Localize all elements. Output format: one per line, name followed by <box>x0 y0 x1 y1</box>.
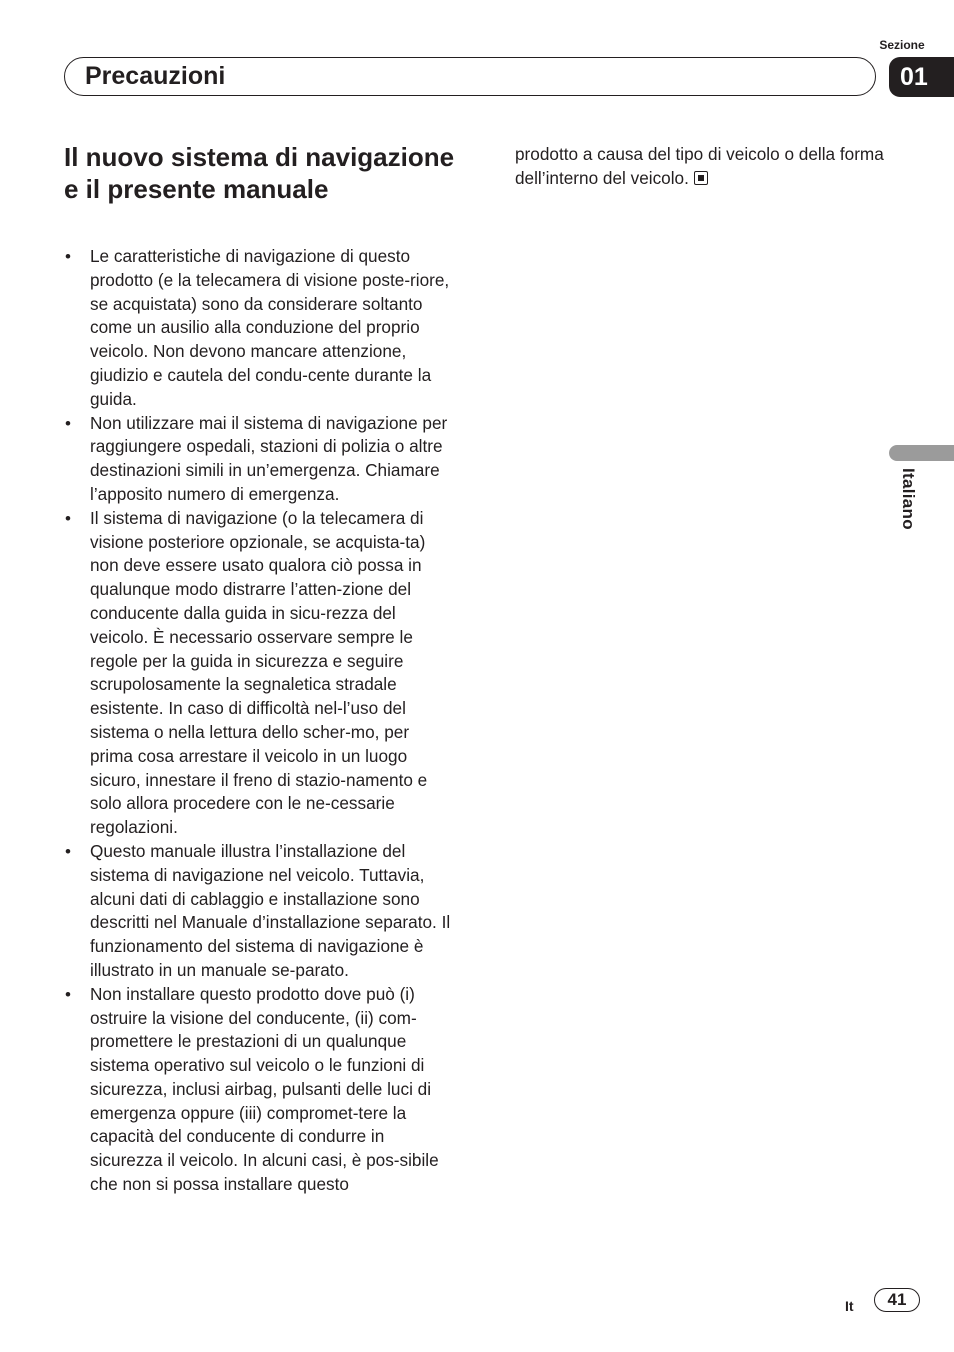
list-item-text: Il sistema di navigazione (o la telecamera di visione posteriore opzionale, se acquista-ta) non deve essere usato qualora ciò possa in qualunque modo distrarre l’atten-zione del conducente dalla guida in sicu-rezza del veicolo. È necessario osservare sempre le regole per la guida in sicurezza e seguire scrupolosamente la segnaletica stradale esistente. In caso di difficoltà nel-l’uso del sistema o nella lettura dello scher-mo, per prima cosa arrestare il veicolo in un luogo sicuro, innestare il freno di stazio-namento e solo allora procedere con le ne-cessarie regolazioni. <box>90 507 428 838</box>
list-item-text: Non installare questo prodotto dove può (i) ostruire la visione del conducente, (ii) com-promettere le prestazioni di un qualunque sistema operativo sul veicolo o le funzioni di sicurezza, inclusi airbag, pulsanti delle luci di emergenza oppure (iii) compromet-tere la capacità del conducente di condurre in sicurezza il veicolo. In alcuni casi, è pos-sibile che non si possa installare questo <box>90 983 439 1195</box>
language-code: It <box>845 1298 854 1314</box>
list-item <box>64 412 454 507</box>
list-item <box>64 507 454 840</box>
bullet-icon: • <box>65 413 71 433</box>
end-of-section-icon <box>694 171 708 185</box>
section-header-bar <box>64 57 876 96</box>
bullet-icon: • <box>65 984 71 1004</box>
continuation-paragraph <box>515 143 885 191</box>
list-item-text: Le caratteristiche di navigazione di questo prodotto (e la telecamera di visione poste-riore, se acquistata) sono da considerare soltanto come un ausilio alla conduzione del proprio veicolo. Non devono mancare attenzione, giudizio e cautela del condu-cente durante la guida. <box>90 246 450 409</box>
list-item <box>64 245 454 412</box>
section-label: Sezione <box>879 38 925 52</box>
list-item <box>64 983 454 1197</box>
list-item <box>64 840 454 983</box>
language-tab <box>889 445 954 461</box>
list-item-text: Non utilizzare mai il sistema di navigazione per raggiungere ospedali, stazioni di polizia o altre destinazioni simili in un’emergenza. Chiamare l’apposito numero di emergenza. <box>90 412 448 504</box>
precautions-list <box>64 245 454 1197</box>
section-number: 01 <box>889 57 954 97</box>
language-label: Italiano <box>899 468 918 530</box>
continuation-text: prodotto a causa del tipo di veicolo o della forma dell’interno del veicolo. <box>515 144 884 188</box>
section-title: Precauzioni <box>85 62 226 90</box>
bullet-icon: • <box>65 841 71 861</box>
bullet-icon: • <box>65 508 71 528</box>
list-item-text: Questo manuale illustra l’installazione del sistema di navigazione nel veicolo. Tuttavia, alcuni dati di cablaggio e installazione sono descritti nel Manuale d’installazione separato. Il funzionamento del sistema di navigazione è illustrato in un manuale se-parato. <box>90 840 451 980</box>
page-number: 41 <box>874 1288 920 1312</box>
page-heading: Il nuovo sistema di navigazione e il presente manuale <box>64 142 455 204</box>
bullet-icon: • <box>65 247 71 266</box>
